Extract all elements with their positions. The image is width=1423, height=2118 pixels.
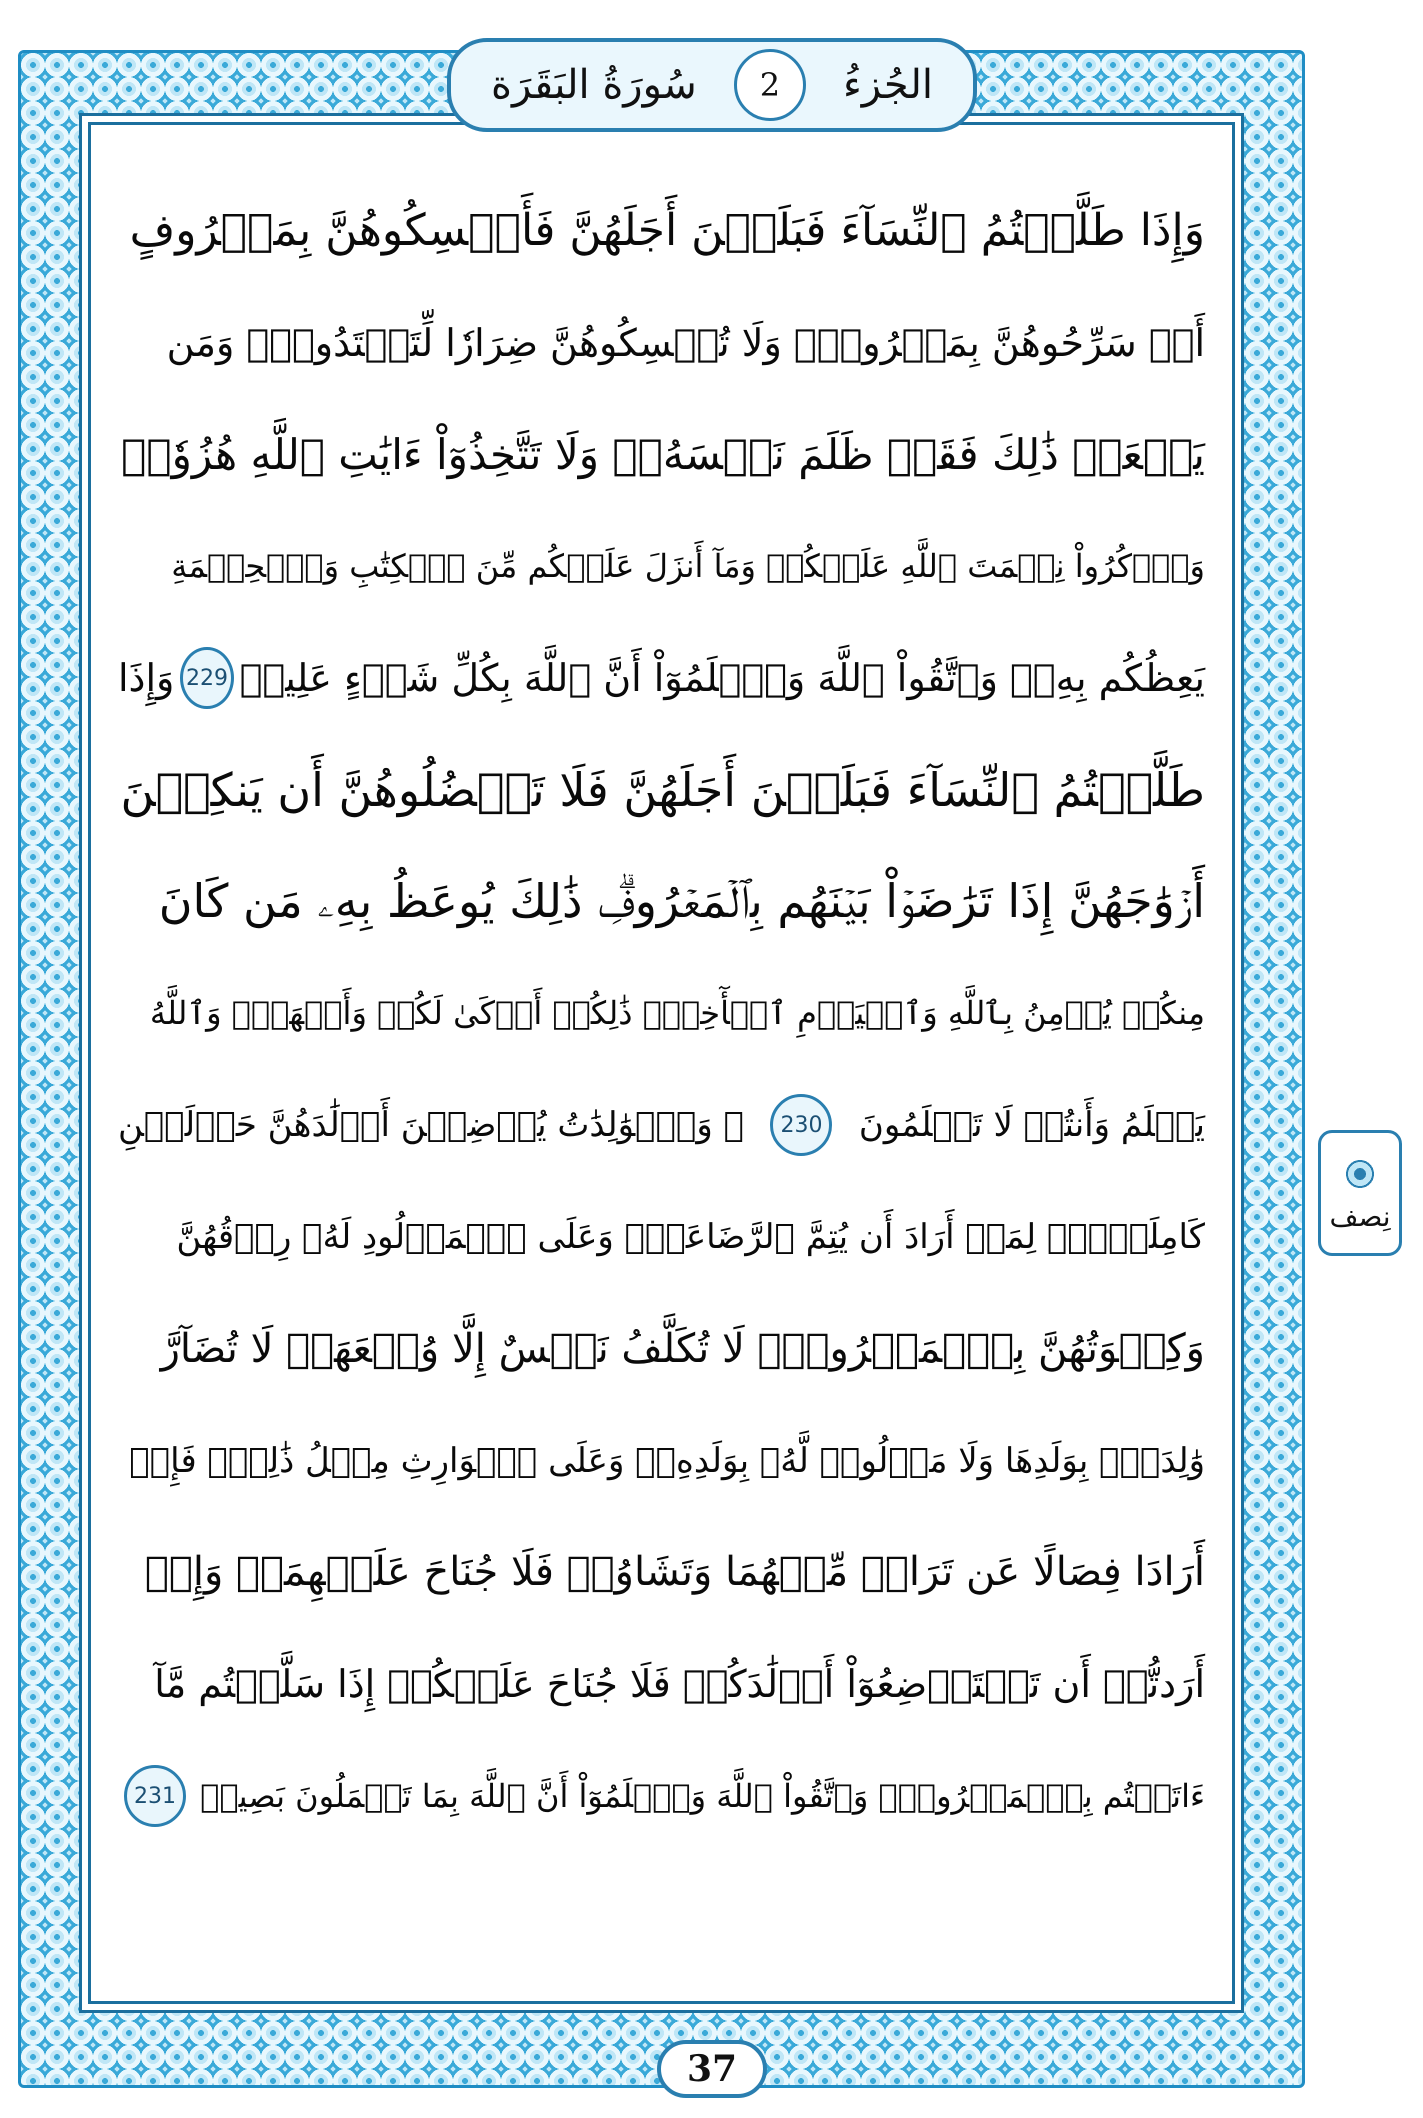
- verse-line: [118, 734, 1205, 846]
- verse-text: أَزۡوَٰجَهُنَّ إِذَا تَرَٰضَوۡاْ بَيۡنَهُم بِٱلۡمَعۡرُوفِۗ ذَٰلِكَ يُوعَظُ بِهِۦ مَن كَانَ: [158, 873, 1205, 928]
- verse-text: أَرَادَا فِصَالًا عَن تَرَاضٖ مِّنۡهُمَا وَتَشَاوُرٖ فَلَا جُنَاحَ عَلَيۡهِمَاۗ وَإِنۡ: [144, 1549, 1205, 1596]
- ayah-number-marker: 230: [770, 1094, 832, 1156]
- verse-line: [118, 622, 1205, 734]
- verse-text-continued: ۞ وَٱلۡوَٰلِدَٰتُ يُرۡضِعۡنَ أَوۡلَٰدَهُنَّ حَوۡلَيۡنِ: [118, 1105, 745, 1146]
- verse-text: ءَاتَيۡتُم بِٱلۡمَعۡرُوفِۗ وَٱتَّقُواْ ٱللَّهَ وَٱعۡلَمُوٓاْ أَنَّ ٱللَّهَ بِمَا تَعۡمَلُونَ بَصِيرٞ: [200, 1777, 1205, 1816]
- verse-line: [118, 1517, 1205, 1629]
- verse-text: كَامِلَيۡنِۖ لِمَنۡ أَرَادَ أَن يُتِمَّ ٱلرَّضَاعَةَۚ وَعَلَى ٱلۡمَوۡلُودِ لَهُۥ رِزۡقُهُنَّ: [176, 1217, 1205, 1258]
- verse-text: أَوۡ سَرِّحُوهُنَّ بِمَعۡرُوفٖۚ وَلَا تُمۡسِكُوهُنَّ ضِرَارٗا لِّتَعۡتَدُواْۚ وَمَن: [166, 320, 1205, 365]
- rosette-icon: [1340, 1154, 1380, 1194]
- verse-line: [118, 1405, 1205, 1517]
- verse-text: وَإِذَا طَلَّقۡتُمُ ٱلنِّسَآءَ فَبَلَغۡنَ أَجَلَهُنَّ فَأَمۡسِكُوهُنَّ بِمَعۡرُوفٍ: [129, 205, 1205, 257]
- juz-label: الجُزءُ: [843, 62, 933, 108]
- verse-text: طَلَّقۡتُمُ ٱلنِّسَآءَ فَبَلَغۡنَ أَجَلَهُنَّ فَلَا تَعۡضُلُوهُنَّ أَن يَنكِحۡنَ: [120, 762, 1205, 817]
- verse-text: مِنكُمۡ يُؤۡمِنُ بِٱللَّهِ وَٱلۡيَوۡمِ ٱلۡأٓخِرِۗ ذَٰلِكُمۡ أَزۡكَىٰ لَكُمۡ وَأَطۡهَرُۚ وَٱللَّهُ: [149, 994, 1205, 1033]
- verse-text: يَفۡعَلۡ ذَٰلِكَ فَقَدۡ ظَلَمَ نَفۡسَهُۥۚ وَلَا تَتَّخِذُوٓاْ ءَايَٰتِ ٱللَّهِ هُزُوٗاۚ: [121, 429, 1205, 479]
- juz-number: 2: [734, 49, 806, 121]
- quran-text: [118, 175, 1205, 1965]
- verse-text-continued: وَإِذَا: [118, 656, 175, 701]
- verse-line: [118, 175, 1205, 287]
- hizb-marker-label: نِصف: [1329, 1199, 1391, 1233]
- verse-line: [118, 1293, 1205, 1405]
- verse-text: وَٰلِدَةُۢ بِوَلَدِهَا وَلَا مَوۡلُودٞ لَّهُۥ بِوَلَدِهِۦۚ وَعَلَى ٱلۡوَارِثِ مِثۡلُ ذَٰلِكَۗ فَإِنۡ: [129, 1440, 1205, 1481]
- verse-line: [118, 510, 1205, 622]
- verse-line: [118, 846, 1205, 958]
- page-number: 37: [657, 2040, 767, 2098]
- ayah-number-marker: 229: [180, 647, 233, 709]
- verse-line: [118, 1628, 1205, 1740]
- verse-line: [118, 1181, 1205, 1293]
- verse-line: [118, 1740, 1205, 1852]
- verse-line: [118, 958, 1205, 1070]
- verse-text: وَٱذۡكُرُواْ نِعۡمَتَ ٱللَّهِ عَلَيۡكُمۡ وَمَآ أَنزَلَ عَلَيۡكُم مِّنَ ٱلۡكِتَٰبِ وَٱلۡحِكۡمَةِ: [171, 547, 1205, 586]
- verse-text: أَرَدتُّمۡ أَن تَسۡتَرۡضِعُوٓاْ أَوۡلَٰدَكُمۡ فَلَا جُنَاحَ عَلَيۡكُمۡ إِذَا سَلَّمۡتُم مَّآ: [154, 1662, 1205, 1707]
- surah-name: سُورَةُ البَقَرَة: [491, 62, 697, 108]
- page-header: [447, 38, 977, 132]
- verse-line: [118, 287, 1205, 399]
- ayah-number-marker: 231: [124, 1765, 186, 1827]
- verse-text: يَعِظُكُم بِهِۦۚ وَٱتَّقُواْ ٱللَّهَ وَٱعۡلَمُوٓاْ أَنَّ ٱللَّهَ بِكُلِّ شَيۡءٍ عَلِيمٞ: [239, 656, 1205, 701]
- verse-line: [118, 1069, 1205, 1181]
- verse-text: يَعۡلَمُ وَأَنتُمۡ لَا تَعۡلَمُونَ: [858, 1105, 1205, 1146]
- hizb-marker: [1318, 1130, 1402, 1256]
- verse-text: وَكِسۡوَتُهُنَّ بِٱلۡمَعۡرُوفِۚ لَا تُكَلَّفُ نَفۡسٌ إِلَّا وُسۡعَهَاۚ لَا تُضَآرَّ: [160, 1325, 1205, 1372]
- verse-line: [118, 399, 1205, 511]
